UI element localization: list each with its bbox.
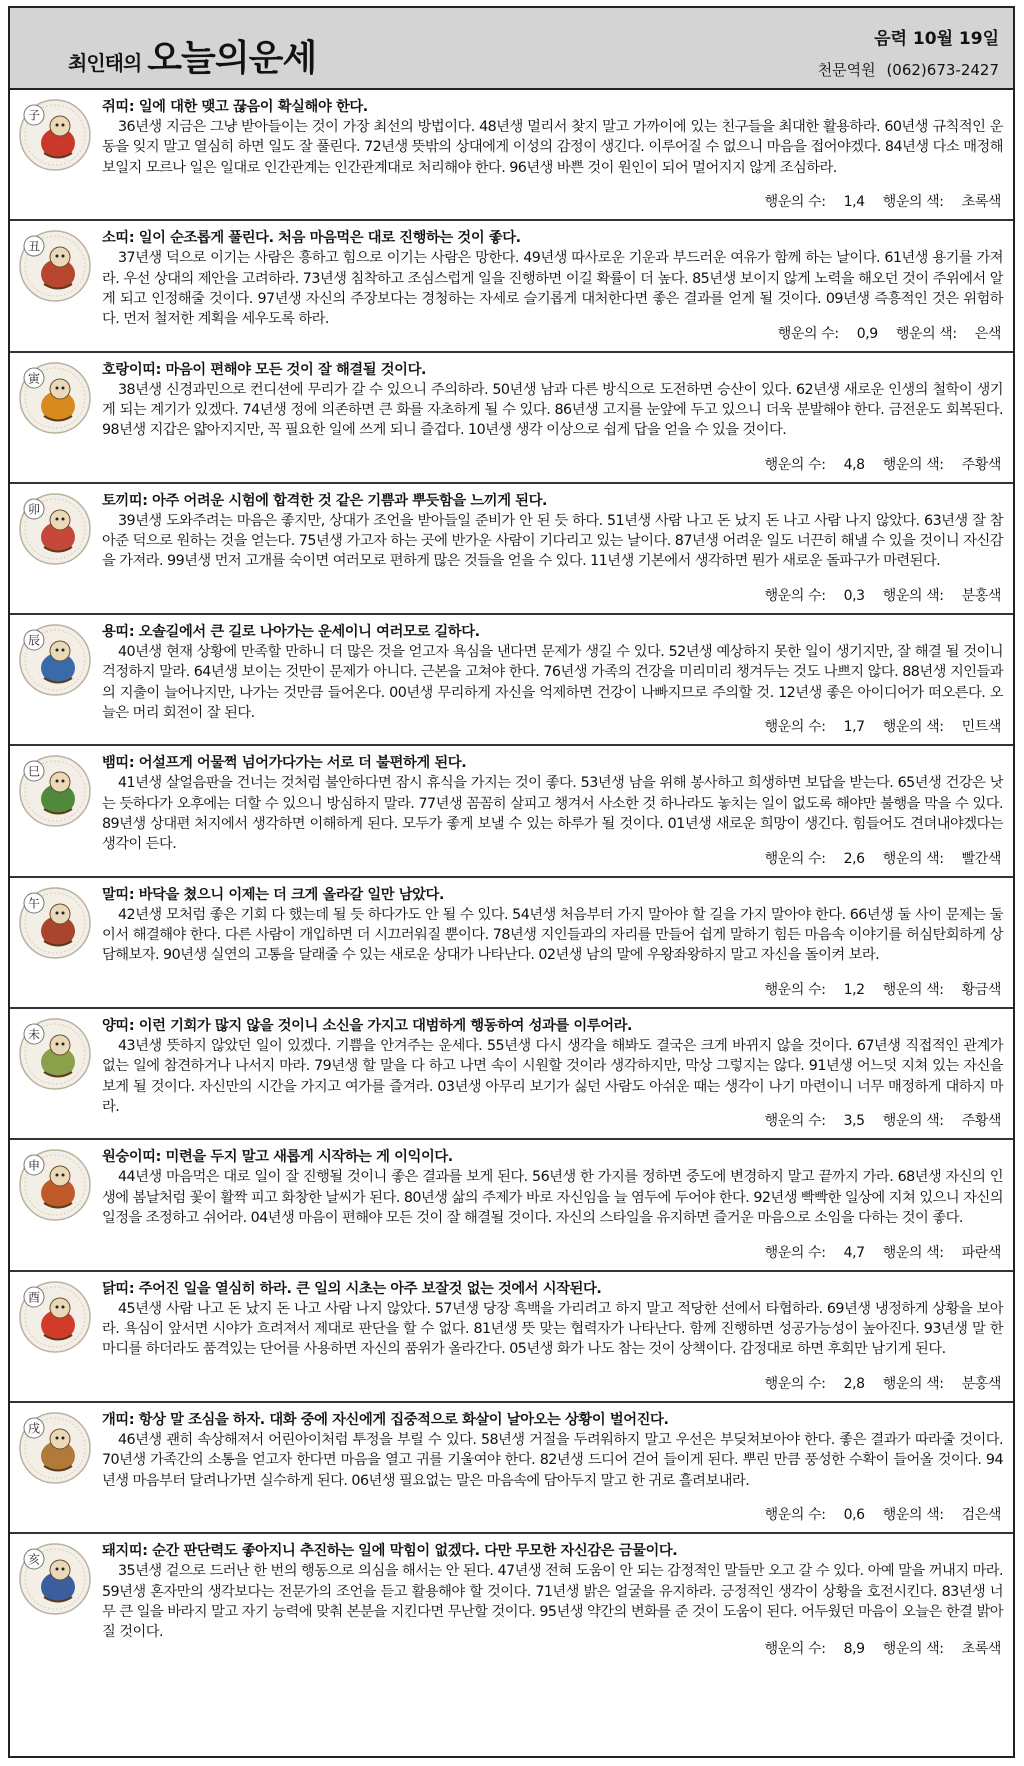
fortune-body: 45년생 사람 나고 돈 났지 돈 나고 사람 나지 않았다. 57년생 당장 흑백을 가리려고 하지 말고 적당한 선에서 타협하라. 69년생 냉정하게 상황을 보아라. 욕심이 앞서면 시야가 흐려져서 제대로 판단을 할 수 없다. 81년생 뜻 맞는 협력자가 나타난다. 함께 진행하면 성공가능성이 높아진다. 93년생 말 한마디를 하더라도 품격있는 단어를 사용하면 자신의 품위가 올라간다. 05년생 화가 나도 참는 것이 상책이다. 감정대로 하면 후회만 남기게 된다. bbox=[102, 1300, 1003, 1358]
dog-emblem-icon bbox=[18, 1411, 92, 1485]
fortune-summary: 원숭이띠: 미련을 두지 말고 새롭게 시작하는 게 이익이다. bbox=[102, 1149, 453, 1166]
lucky-color: 행운의 색: 초록색 bbox=[882, 1640, 1001, 1657]
lucky-number: 행운의 수: 4,7 bbox=[764, 1244, 865, 1261]
fortune-body: 40년생 현재 상황에 만족할 만하니 더 많은 것을 얻고자 욕심을 낸다면 문제가 생길 수 있다. 52년생 예상하지 못한 일이 생기지만, 잘 해결 될 것이니 걱정하지 말라. 64년생 보이는 것만이 문제가 아니다. 근본을 고쳐야 한다. 76년생 가족의 건강을 미리미리 챙겨두는 것도 나쁘지 않다. 88년생 지인들과의 지출이 늘어나지만, 나가는 것만큼 들어온다. 00년생 무리하게 자신을 억제하면 건강이 나빠지므로 주의할 것. 12년생 좋은 아이디어가 떠오른다. 오늘은 머리 회전이 잘 된다. bbox=[102, 644, 1003, 722]
rat-emblem-icon bbox=[18, 98, 92, 172]
lucky-color: 행운의 색: 분홍색 bbox=[882, 1375, 1001, 1392]
lucky-info bbox=[757, 1373, 1001, 1393]
lucky-info bbox=[757, 1504, 1001, 1524]
fortune-row bbox=[10, 746, 1013, 877]
fortune-summary: 뱀띠: 어설프게 어물쩍 넘어가다가는 서로 더 불편하게 된다. bbox=[102, 755, 467, 772]
lucky-number: 행운의 수: 0,9 bbox=[777, 325, 878, 342]
lucky-color: 행운의 색: 검은색 bbox=[882, 1507, 1001, 1524]
phone-number: (062)673-2427 bbox=[886, 61, 999, 79]
tiger-emblem-icon bbox=[18, 361, 92, 435]
lucky-number: 행운의 수: 0,6 bbox=[764, 1507, 865, 1524]
zodiac-hanja: 卯 bbox=[27, 502, 41, 517]
monkey-emblem-icon bbox=[18, 1148, 92, 1222]
fortune-body: 36년생 지금은 그냥 받아들이는 것이 가장 최선의 방법이다. 48년생 멀리서 찾지 말고 가까이에 있는 친구들을 최대한 활용하라. 60년생 규칙적인 운동을 잊지 말고 열심히 하면 일도 잘 풀린다. 72년생 뜻밖의 상대에게 이성의 감정이 생긴다. 이루어질 수 없으니 마음을 접어야겠다. 84년생 다소 매정해 보일지 모르나 일은 일대로 인간관계는 인간관계대로 처리해야 한다. 96년생 바쁜 것이 원인이 되어 멀어지지 않게 조심하라. bbox=[102, 119, 1003, 176]
lucky-number: 행운의 수: 1,2 bbox=[764, 982, 865, 999]
page-header bbox=[10, 8, 1013, 90]
pig-emblem-icon bbox=[18, 1542, 92, 1616]
brand-logo bbox=[68, 30, 316, 81]
dragon-emblem-icon bbox=[18, 623, 92, 697]
brand-title: 오늘의운세 bbox=[147, 37, 317, 79]
horse-emblem-icon bbox=[18, 886, 92, 960]
fortune-summary: 돼지띠: 순간 판단력도 좋아지니 추진하는 일에 막힘이 없겠다. 다만 무모한 자신감은 금물이다. bbox=[102, 1543, 678, 1560]
header-info bbox=[818, 24, 999, 80]
lucky-number: 행운의 수: 0,3 bbox=[764, 588, 865, 605]
fortune-body: 39년생 도와주려는 마음은 좋지만, 상대가 조언을 받아들일 준비가 안 된 듯 하다. 51년생 사람 나고 돈 났지 돈 나고 사람 나지 않았다. 63년생 잘 참아준 덕으로 원하는 것을 얻는다. 75년생 가고자 하는 곳에 반가운 사람이 기다리고 있는 날이다. 87년생 어려운 일도 너끈히 해낼 수 있을 것이니 자신감을 가져라. 99년생 먼저 고개를 숙이면 여러모로 편하게 많은 것들을 얻을 수 있다. 11년생 기본에서 생각하면 뭔가 새로운 돌파구가 마련된다. bbox=[102, 512, 1003, 570]
fortune-summary: 양띠: 이런 기회가 많지 않을 것이니 소신을 가지고 대범하게 행동하여 성과를 이루어라. bbox=[102, 1018, 633, 1035]
fortune-summary: 닭띠: 주어진 일을 열심히 하라. 큰 일의 시초는 아주 보잘것 없는 것에서 시작된다. bbox=[102, 1280, 602, 1297]
fortune-row bbox=[10, 353, 1013, 484]
zodiac-hanja: 酉 bbox=[27, 1290, 41, 1305]
fortune-body: 46년생 괜히 속상해져서 어린아이처럼 투정을 부릴 수 있다. 58년생 거절을 두려워하지 말고 우선은 부딪쳐보아야 한다. 좋은 결과가 따라줄 것이다. 70년생 가족간의 소통을 얻고자 한다면 마음을 열고 귀를 기울여야 한다. 82년생 드디어 걷어 들이게 된다. 뿌린 만큼 풍성한 수확이 들어올 것이다. 94년생 마음부터 달려나가면 실수하게 된다. 06년생 필요없는 말은 마음속에 담아두지 말고 한 귀로 흘려보내라. bbox=[102, 1431, 1003, 1489]
lucky-info bbox=[757, 1638, 1001, 1658]
org-name: 천문역원 bbox=[817, 61, 876, 79]
fortune-row bbox=[10, 1534, 1013, 1665]
fortune-body: 35년생 겉으로 드러난 한 번의 행동으로 의심을 해서는 안 된다. 47년생 전혀 도움이 안 되는 감정적인 말들만 오고 갈 수 있다. 아예 말을 꺼내지 마라. 59년생 혼자만의 생각보다는 전문가의 조언을 듣고 활용해야 할 것이다. 71년생 밝은 얼굴을 유지하라. 긍정적인 생각이 상황을 호전시킨다. 83년생 너무 큰 일을 바라지 말고 자기 능력에 맞춰 본분을 지킨다면 무난할 것이다. 95년생 약간의 변화를 준 것이 도움이 된다. 어두웠던 마음이 오늘은 한결 밝아질 것이다. bbox=[102, 1563, 1003, 1641]
lucky-color: 행운의 색: 파란색 bbox=[882, 1244, 1001, 1261]
fortune-row bbox=[10, 615, 1013, 746]
fortune-body: 43년생 뜻하지 않았던 일이 있겠다. 기쁨을 안겨주는 운세다. 55년생 다시 생각을 해봐도 결국은 크게 바뀌지 않을 것이다. 67년생 직접적인 관계가 없는 일에 참견하거나 나서지 마라. 79년생 할 말을 다 하고 나면 속이 시원할 것이라 생각하지만, 막상 그렇지는 않다. 91년생 어느덧 지쳐 있는 자신을 보게 될 것이다. 자신만의 시간을 가지고 여가를 즐겨라. 03년생 아무리 보기가 싫던 사람도 아쉬운 때는 생각이 나기 마련이니 너무 매정하게 대하지 마라. bbox=[102, 1038, 1003, 1115]
fortune-summary: 소띠: 일이 순조롭게 풀린다. 처음 마음먹은 대로 진행하는 것이 좋다. bbox=[102, 230, 521, 247]
lucky-info bbox=[757, 585, 1001, 605]
zodiac-hanja: 巳 bbox=[27, 764, 41, 779]
lucky-info bbox=[757, 848, 1001, 868]
fortune-summary: 용띠: 오솔길에서 큰 길로 나아가는 운세이니 여러모로 길하다. bbox=[102, 624, 480, 641]
snake-emblem-icon bbox=[18, 754, 92, 828]
fortune-row bbox=[10, 1272, 1013, 1403]
zodiac-hanja: 戌 bbox=[27, 1421, 41, 1436]
fortune-row bbox=[10, 221, 1013, 352]
fortune-page bbox=[8, 6, 1015, 1758]
fortune-summary: 쥐띠: 일에 대한 맺고 끊음이 확실해야 한다. bbox=[102, 99, 368, 115]
fortune-list bbox=[10, 90, 1013, 1666]
fortune-row bbox=[10, 90, 1013, 221]
zodiac-hanja: 寅 bbox=[27, 371, 41, 386]
lucky-number: 행운의 수: 2,8 bbox=[764, 1375, 865, 1392]
fortune-body: 38년생 신경과민으로 컨디션에 무리가 갈 수 있으니 주의하라. 50년생 남과 다른 방식으로 도전하면 승산이 있다. 62년생 새로운 인생의 철학이 생기게 되는 계기가 있겠다. 74년생 정에 의존하면 큰 화를 자초하게 될 수 있다. 86년생 고지를 눈앞에 두고 있으니 더욱 분발해야 한다. 금전운도 회복된다. 98년생 지갑은 얇아지지만, 꼭 필요한 일에 쓰게 되니 즐겁다. 10년생 생각 이상으로 쉽게 답을 얻을 수 있을 것이다. bbox=[102, 381, 1003, 439]
lucky-info bbox=[770, 323, 1001, 343]
zodiac-hanja: 子 bbox=[27, 108, 41, 123]
lucky-number: 행운의 수: 1,7 bbox=[764, 719, 865, 736]
fortune-row bbox=[10, 878, 1013, 1009]
lucky-number: 행운의 수: 8,9 bbox=[764, 1640, 865, 1657]
fortune-summary: 말띠: 바닥을 쳤으니 이제는 더 크게 올라갈 일만 남았다. bbox=[102, 886, 445, 903]
lucky-color: 행운의 색: 주황색 bbox=[882, 456, 1001, 473]
fortune-row bbox=[10, 484, 1013, 615]
zodiac-hanja: 未 bbox=[27, 1027, 41, 1042]
lucky-number: 행운의 수: 3,5 bbox=[764, 1113, 865, 1130]
fortune-body: 44년생 마음먹은 대로 일이 잘 진행될 것이니 좋은 결과를 보게 된다. 56년생 한 가지를 정하면 중도에 변경하지 말고 끝까지 가라. 68년생 자신의 인생에 봄날처럼 꽃이 활짝 피고 화창한 날씨가 된다. 80년생 삶의 주제가 바로 자신임을 늘 염두에 두어야 한다. 92년생 빡빡한 일상에 지쳐 있으니 자신의 일정을 조정하고 쉬어라. 04년생 마음이 편해야 모든 것이 잘 해결될 것이다. 자신의 스타일을 유지하면 즐거운 마음으로 소임을 다하는 것이 좋다. bbox=[102, 1169, 1003, 1226]
fortune-body: 37년생 덕으로 이기는 사람은 흥하고 힘으로 이기는 사람은 망한다. 49년생 따사로운 기운과 부드러운 여유가 함께 하는 날이다. 61년생 용기를 가져라. 우선 상대의 제안을 고려하라. 73년생 침착하고 조심스럽게 일을 진행하면 이길 확률이 더 높다. 85년생 보이지 않게 노력을 해오던 것이 주위에서 알게 되고 인정해줄 것이다. 97년생 자신의 주장보다는 경청하는 자세로 슬기롭게 대처한다면 좋은 결과를 얻게 될 것이다. 09년생 즉흥적인 것은 위험하다. 먼저 철저한 계획을 세우도록 하라. bbox=[102, 250, 1003, 328]
lunar-date: 음력 10월 19일 bbox=[874, 29, 999, 49]
contact-info bbox=[818, 59, 999, 80]
fortune-row bbox=[10, 1009, 1013, 1140]
rooster-emblem-icon bbox=[18, 1280, 92, 1354]
fortune-summary: 토끼띠: 아주 어려운 시험에 합격한 것 같은 기쁨과 뿌듯함을 느끼게 된다. bbox=[102, 492, 548, 509]
lucky-color: 행운의 색: 황금색 bbox=[882, 982, 1001, 999]
lucky-number: 행운의 수: 1,4 bbox=[764, 194, 865, 211]
fortune-body: 42년생 모처럼 좋은 기회 다 했는데 될 듯 하다가도 안 될 수 있다. 54년생 처음부터 가지 말아야 할 길을 가지 말아야 한다. 66년생 둘 사이 문제는 둘이서 해결해야 한다. 다른 사람이 개입하면 더 시끄러워질 뿐이다. 78년생 지인들과의 자리를 만들어 쉽게 말하기 힘든 마음속 이야기를 허심탄회하게 상담해보자. 90년생 실연의 고통을 달래줄 수 있는 새로운 상대가 나타난다. 02년생 남의 말에 우왕좌왕하지 말고 자신을 돌이켜 보라. bbox=[102, 906, 1003, 964]
lucky-number: 행운의 수: 2,6 bbox=[764, 850, 865, 867]
zodiac-hanja: 午 bbox=[27, 896, 41, 911]
lucky-color: 행운의 색: 빨간색 bbox=[882, 850, 1001, 867]
zodiac-hanja: 申 bbox=[27, 1158, 41, 1173]
lucky-color: 행운의 색: 민트색 bbox=[882, 719, 1001, 736]
lucky-color: 행운의 색: 주황색 bbox=[882, 1113, 1001, 1130]
lucky-info bbox=[757, 1242, 1001, 1262]
lucky-info bbox=[757, 1110, 1001, 1130]
rabbit-emblem-icon bbox=[18, 492, 92, 566]
brand-author: 최인태의 bbox=[68, 51, 142, 75]
lucky-number: 행운의 수: 4,8 bbox=[764, 456, 865, 473]
fortune-row bbox=[10, 1403, 1013, 1534]
lucky-color: 행운의 색: 분홍색 bbox=[882, 588, 1001, 605]
zodiac-hanja: 辰 bbox=[27, 633, 41, 648]
lucky-color: 행운의 색: 초록색 bbox=[882, 194, 1001, 211]
sheep-emblem-icon bbox=[18, 1017, 92, 1091]
fortune-summary: 호랑이띠: 마음이 편해야 모든 것이 잘 해결될 것이다. bbox=[102, 361, 427, 378]
lucky-info bbox=[757, 979, 1001, 999]
lucky-info bbox=[757, 454, 1001, 474]
lucky-color: 행운의 색: 은색 bbox=[895, 325, 1001, 342]
ox-emblem-icon bbox=[18, 229, 92, 303]
fortune-body: 41년생 살얼음판을 건너는 것처럼 불안하다면 잠시 휴식을 가지는 것이 좋다. 53년생 남을 위해 봉사하고 희생하면 보답을 받는다. 65년생 건강은 낫는 듯하다가 오후에는 더할 수 있으니 방심하지 말라. 77년생 꼼꼼히 살피고 챙겨서 사소한 것 하나라도 놓치는 일이 없도록 해야만 불행을 막을 수 있다. 89년생 상대편 처지에서 생각하면 이해하게 된다. 모두가 좋게 보낼 수 있는 하루가 될 것이다. 01년생 새로운 희망이 생긴다. 힘들어도 견뎌내야겠다는 생각이 든다. bbox=[102, 775, 1003, 853]
lucky-info bbox=[757, 191, 1001, 211]
zodiac-hanja: 丑 bbox=[27, 239, 41, 254]
lucky-info bbox=[757, 716, 1001, 736]
fortune-row bbox=[10, 1140, 1013, 1271]
fortune-summary: 개띠: 항상 말 조심을 하자. 대화 중에 자신에게 집중적으로 화살이 날아오는 상황이 벌어진다. bbox=[102, 1411, 669, 1428]
zodiac-hanja: 亥 bbox=[27, 1552, 41, 1567]
